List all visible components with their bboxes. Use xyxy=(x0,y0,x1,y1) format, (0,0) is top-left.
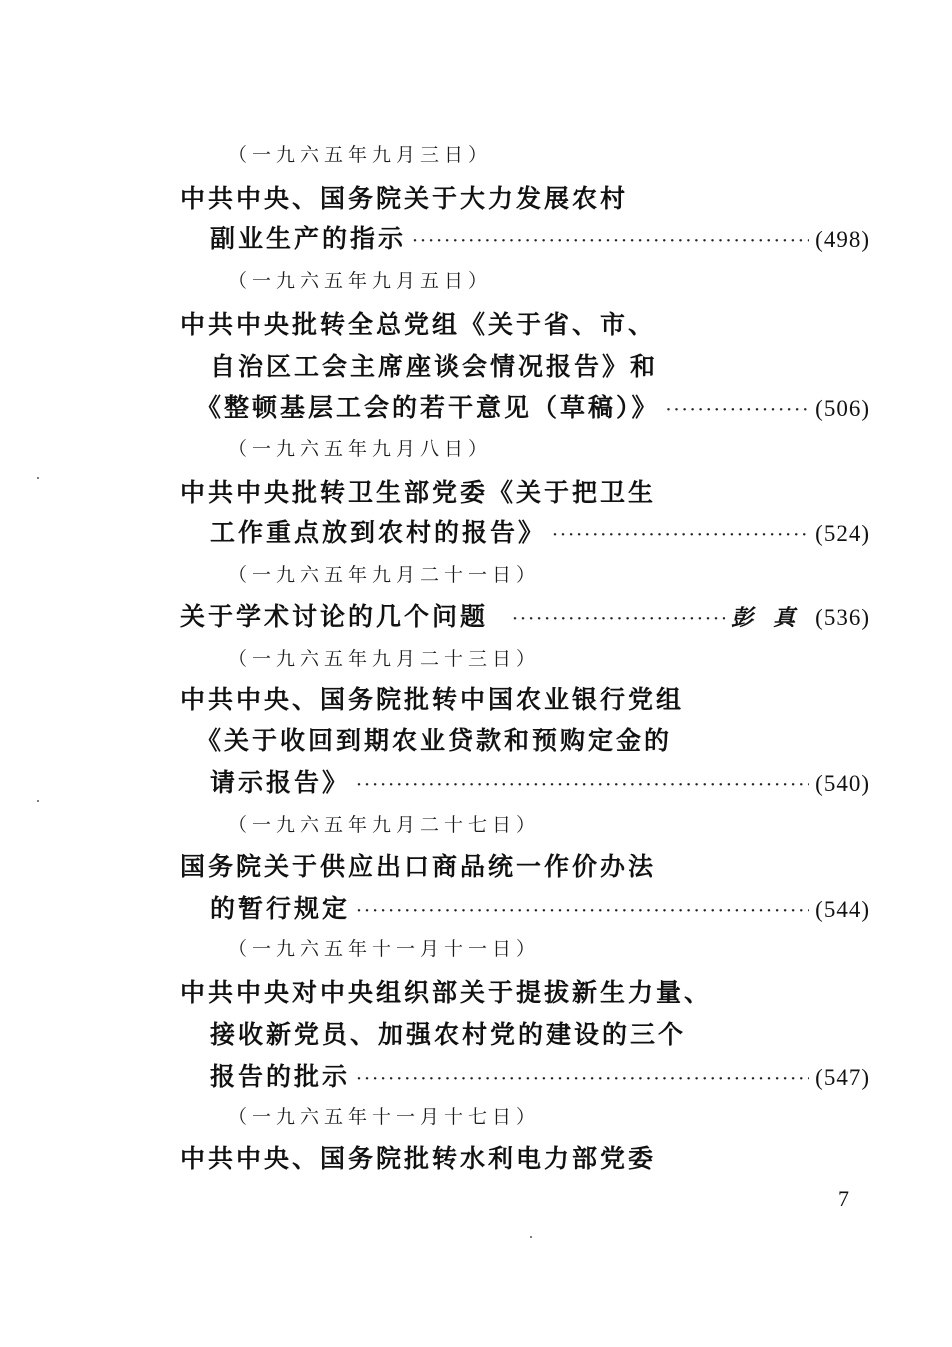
entry-title-line: 接收新党员、加强农村党的建设的三个 xyxy=(210,1020,687,1049)
page-number: (506) xyxy=(815,396,870,421)
entry-row xyxy=(180,604,870,629)
entry-title-line: 中共中央批转卫生部党委《关于把卫生 xyxy=(180,478,657,507)
entry-author: 彭真 xyxy=(731,605,816,631)
entry-title-last-line: 《整顿基层工会的若干意见（草稿）》 xyxy=(196,393,660,422)
page-number: (524) xyxy=(815,521,870,546)
scan-speck xyxy=(37,477,39,479)
scan-speck xyxy=(37,800,39,802)
entry-title-last-line: 请示报告》 xyxy=(210,768,351,797)
dot-leader xyxy=(412,232,809,251)
entry-title-last-line: 工作重点放到农村的报告》 xyxy=(210,518,547,547)
entry-title-line: 中共中央、国务院批转中国农业银行党组 xyxy=(180,685,685,714)
page-number: (498) xyxy=(815,227,870,252)
entry-title-last-line: 关于学术讨论的几个问题 xyxy=(180,602,489,631)
entry-date: （一九六五年九月三日） xyxy=(228,144,493,166)
scan-speck xyxy=(530,1236,532,1238)
page-number: (547) xyxy=(815,1065,870,1090)
entry-row xyxy=(210,520,870,545)
entry-title-last-line: 报告的批示 xyxy=(210,1062,351,1091)
entry-title-line: 中共中央、国务院关于大力发展农村 xyxy=(180,184,629,213)
entry-title-line: 中共中央对中央组织部关于提拔新生力量、 xyxy=(180,978,713,1007)
entry-row xyxy=(210,1064,870,1089)
entry-title-line: 《关于收回到期农业贷款和预购定金的 xyxy=(196,726,673,755)
dot-leader xyxy=(512,610,725,629)
dot-leader xyxy=(356,776,809,795)
entry-title-line: 中共中央批转全总党组《关于省、市、 xyxy=(180,310,657,339)
entry-date: （一九六五年十一月十七日） xyxy=(228,1106,541,1128)
entry-title-line: 中共中央、国务院批转水利电力部党委 xyxy=(180,1144,657,1173)
page-number: (536) xyxy=(815,605,870,630)
dot-leader xyxy=(356,902,809,921)
entry-title-last-line: 的暂行规定 xyxy=(210,894,351,923)
entry-title-last-line: 副业生产的指示 xyxy=(210,224,407,253)
page-folio: 7 xyxy=(838,1186,849,1211)
entry-date: （一九六五年九月二十一日） xyxy=(228,564,541,586)
page-number: (544) xyxy=(815,897,870,922)
dot-leader xyxy=(666,401,810,420)
entry-date: （一九六五年十一月十一日） xyxy=(228,938,541,960)
dot-leader xyxy=(356,1070,809,1089)
entry-row xyxy=(210,226,870,251)
entry-date: （一九六五年九月八日） xyxy=(228,438,493,460)
entry-row xyxy=(210,770,870,795)
entry-date: （一九六五年九月二十七日） xyxy=(228,814,541,836)
dot-leader xyxy=(552,526,809,545)
entry-title-line: 国务院关于供应出口商品统一作价办法 xyxy=(180,852,657,881)
entry-row xyxy=(196,395,870,420)
entry-row xyxy=(210,896,870,921)
entry-date: （一九六五年九月五日） xyxy=(228,270,493,292)
page-number: (540) xyxy=(815,771,870,796)
entry-title-line: 自治区工会主席座谈会情况报告》和 xyxy=(210,352,659,381)
entry-date: （一九六五年九月二十三日） xyxy=(228,648,541,670)
